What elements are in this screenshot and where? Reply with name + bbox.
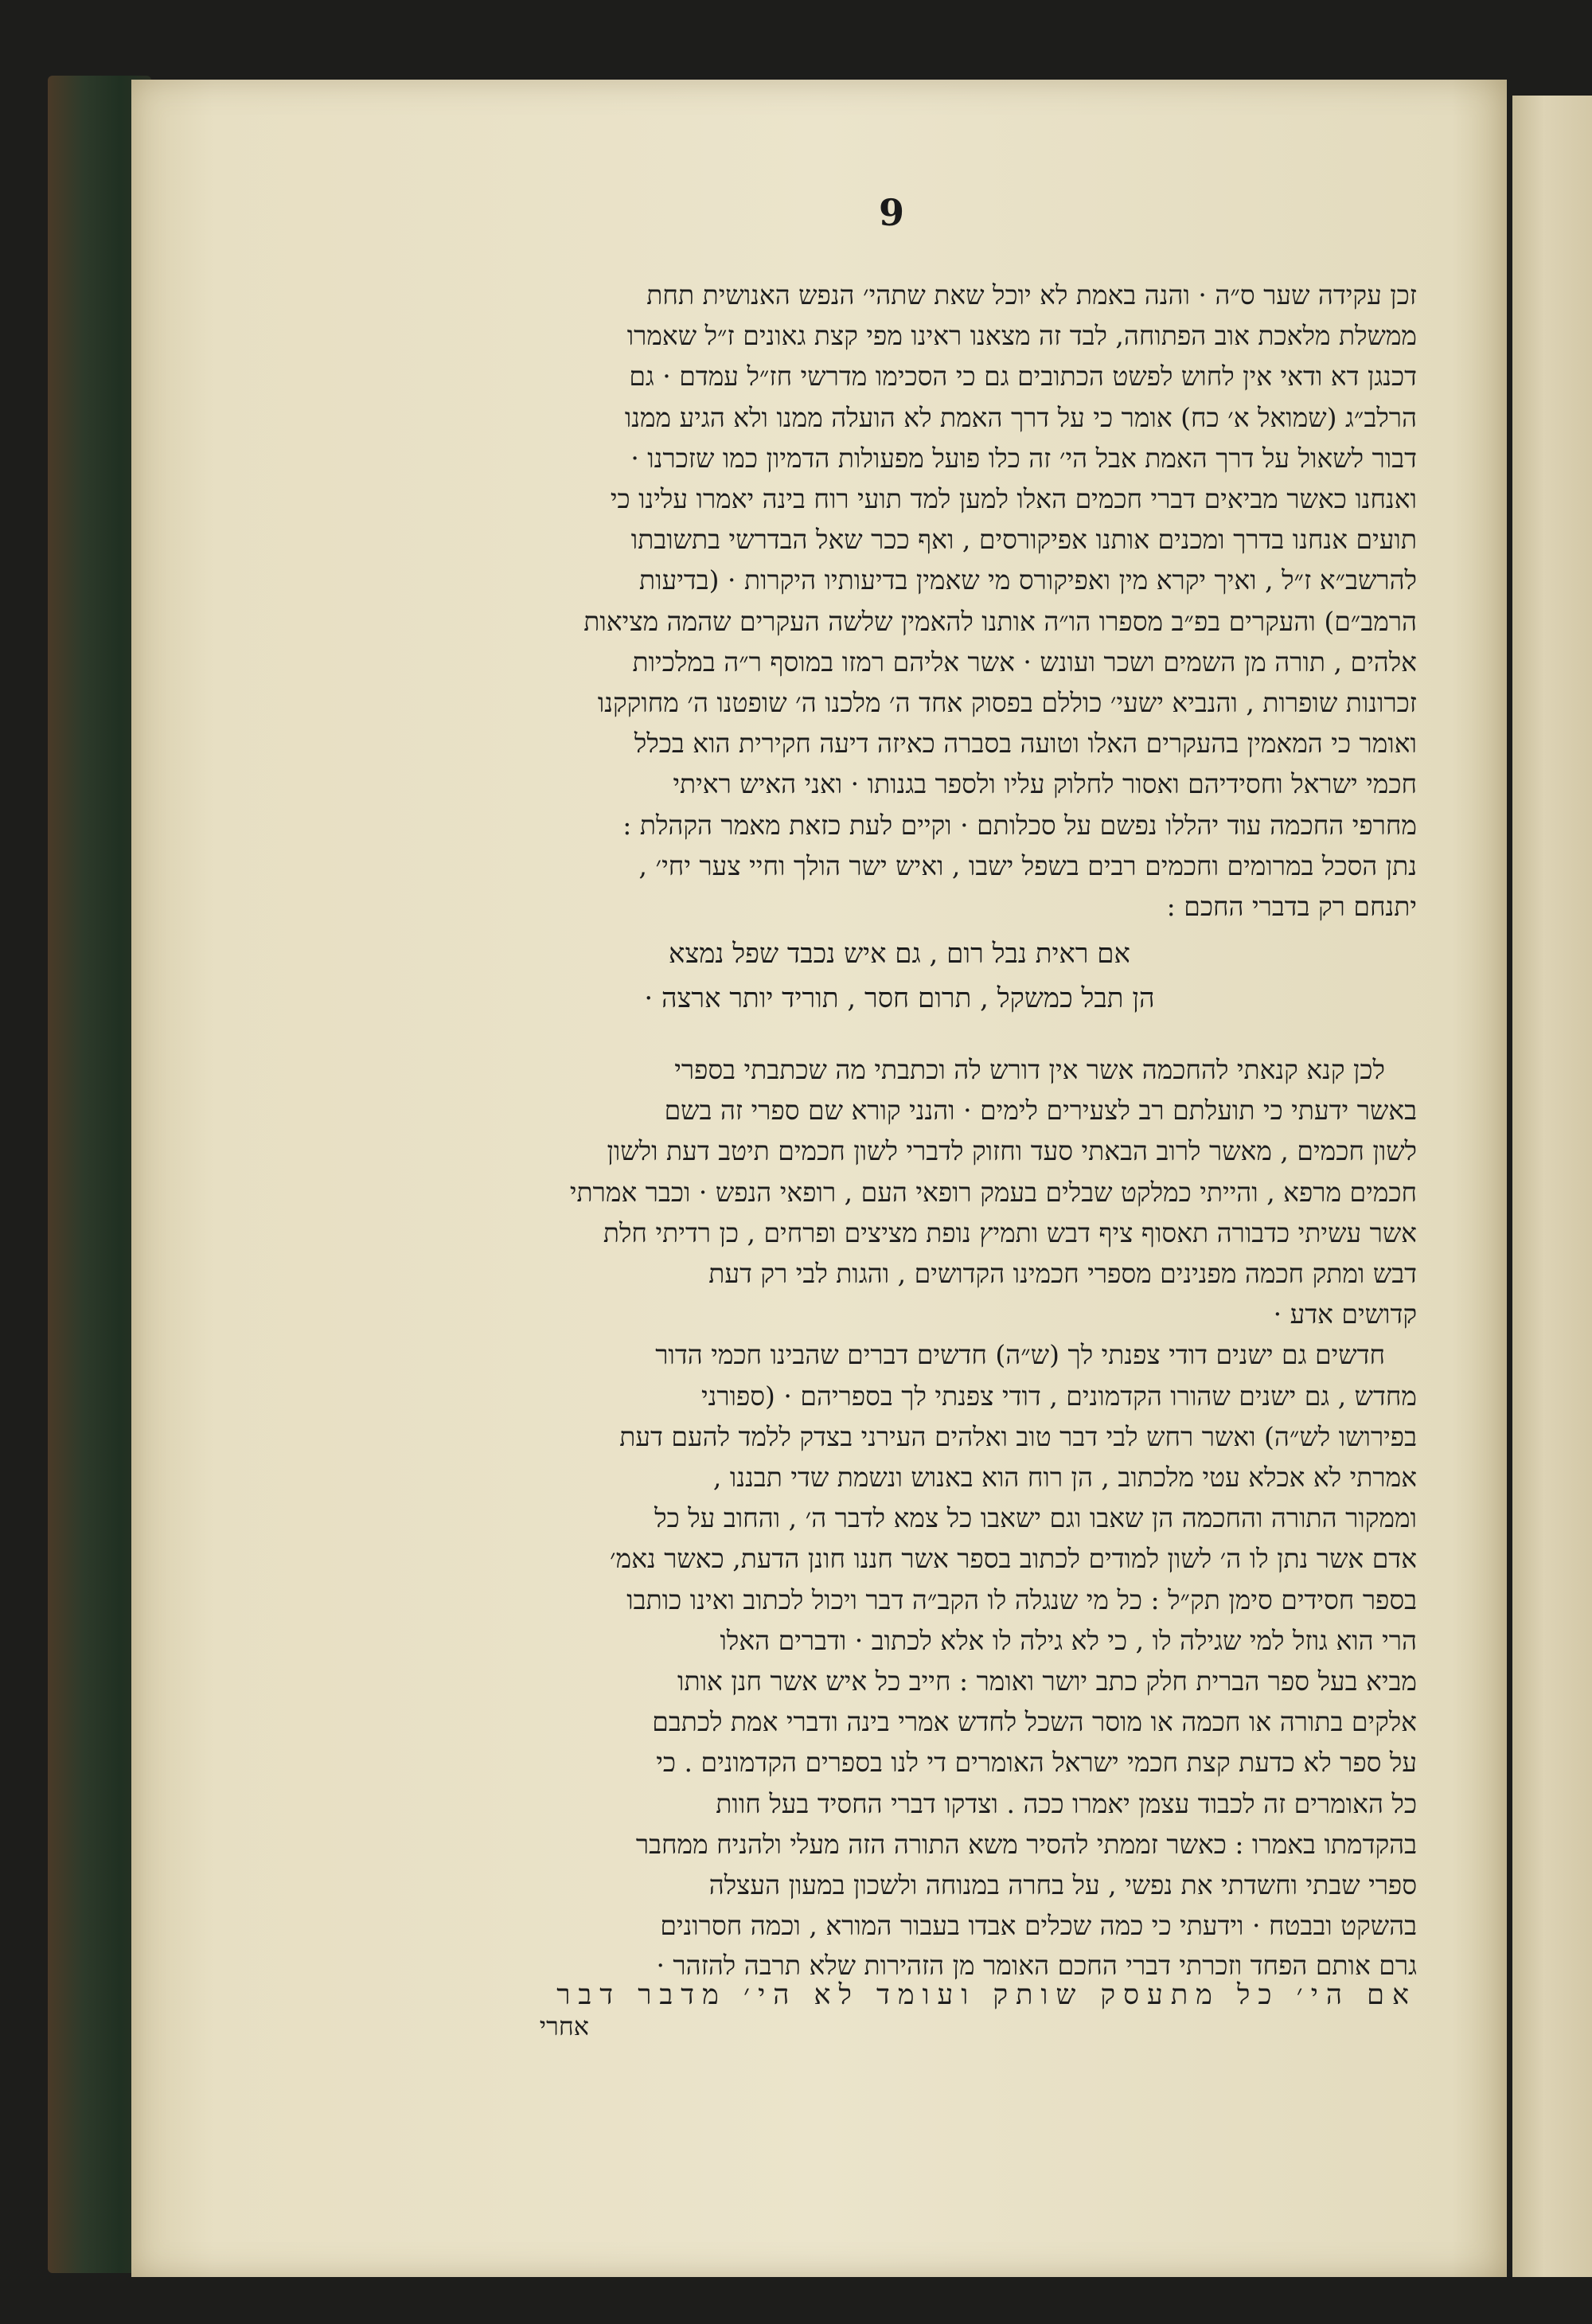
text-line: מחדש , גם ישנים שהורו הקדמונים , דודי צפנתי לך בספריהם · (ספורני	[700, 1380, 1417, 1412]
text-line: להרשב״א ז״ל , ואיך יקרא מין ואפיקורס מי שאמין בדיעותיו היקרות · (בדיעות	[639, 564, 1417, 596]
page-number: 9	[878, 191, 904, 234]
text-line: ואנחנו כאשר מביאים דברי חכמים האלו למען למד תועי רוח בינה יאמרו עלינו כי	[610, 483, 1417, 515]
catchword: אחרי	[539, 2011, 589, 2041]
text-line: בפירושו לש״ה) ואשר רחש לבי דבר טוב ואלהים העירני בצדק ללמד להעם דעת	[619, 1420, 1417, 1452]
text-line: יתנחם רק בדברי החכם :	[1166, 891, 1417, 923]
text-line: וממקור התורה והחכמה הן שאבו וגם ישאבו כל צמא לדבר ה׳ , והחוב על כל	[654, 1502, 1417, 1534]
text-line: ספרי שבתי וחשדתי את נפשי , על בחרה במנוחה ולשכון במעון העצלה	[708, 1869, 1417, 1901]
text-line: ואומר כי המאמין בהעקרים האלו וטועה בסברה כאיזה דיעה חקירית הוא בכלל	[634, 728, 1417, 760]
body-text-paragraph-2	[366, 1049, 1417, 1946]
text-line: אלקים בתורה או חכמה או מוסר השכל לחדש אמרי בינה ודברי אמת לכתבם	[652, 1706, 1417, 1738]
text-line: מחרפי החכמה עוד יהללו נפשם על סכלותם · וקיים לעת כזאת מאמר הקהלת :	[622, 809, 1417, 841]
text-line: דבש ומתק חכמה מפנינים מספרי חכמינו הקדושים , והגות לבי רק דעת	[708, 1258, 1417, 1290]
text-line: חכמי ישראל וחסידיהם ואסור לחלוק עליו ולספר בגנותו · ואני האיש ראיתי	[673, 768, 1417, 800]
text-line: אדם אשר נתן לו ה׳ לשון למודים לכתוב בספר אשר חננו חונן הדעת, כאשר נאמ׳	[610, 1543, 1417, 1575]
text-line: תועים אנחנו בדרך ומכנים אותנו אפיקורסים , ואף ככר שאל הבדרשי בתשובתו	[630, 524, 1417, 556]
text-line: לכן קנא קנאתי להחכמה אשר אין דורש לה וכתבתי מה שכתבתי בספרי	[674, 1054, 1385, 1085]
text-line: הרלב״ג (שמואל א׳ כח) אומר כי על דרך האמת לא הועלה ממנו ולא הגיע ממנו	[624, 401, 1417, 433]
text-line: בהשקט ובבטח · וידעתי כי כמה שכלים אבדו בעבור המורא , וכמה חסרונים	[660, 1910, 1417, 1942]
poem-line: אם ראית נבל רום , גם איש נכבד שפל נמצא	[669, 938, 1130, 970]
text-line: באשר ידעתי כי תועלתם רב לצעירים לימים · והנני קורא שם ספרי זה בשם	[664, 1095, 1417, 1127]
text-line: זכרונות שופרות , והנביא ישעי׳ כוללם בפסוק אחד ה׳ מלכנו ה׳ שופטנו ה׳ מחוקקנו	[597, 687, 1417, 719]
text-line: אשר עשיתי כדבורה תאסוף ציף דבש ותמיץ נופת מציצים ופרחים , כן רדיתי חלת	[603, 1217, 1417, 1248]
poem-line: הן תבל כמשקל , תרום חסר , תוריד יותר ארצה ·	[644, 982, 1155, 1014]
text-line-last-paragraph-line	[366, 1945, 1417, 1986]
text-line: נתן הסכל במרומים וחכמים רבים בשפל ישבו , ואיש ישר הולך וחיי צער יחי׳ ,	[638, 850, 1417, 881]
text-line: הרמב״ם) והעקרים בפ״ב מספרו הו״ה אותנו להאמין שלשה העקרים שהמה מציאות	[583, 605, 1417, 637]
next-page-edge	[1512, 96, 1592, 2277]
text-line: זכן עקידה שער ס״ה · והנה באמת לא יוכל שאת שתהי׳ הנפש האנושית תחת	[646, 279, 1417, 311]
text-line: בהקדמתו באמרו : כאשר זממתי להסיר משא התורה הזה מעלי ולהניח ממחבר	[635, 1828, 1417, 1860]
text-line: דבור לשאול על דרך האמת אבל הי׳ זה כלו פועל מפעולות הדמיון כמו שזכרנו ·	[630, 442, 1417, 474]
last-line: אם הי׳ כל מתעסק שותק ועומד לא הי׳ מדבר דבר	[556, 1979, 1417, 2011]
body-text-paragraph-1	[366, 275, 1417, 927]
text-line: מביא בעל ספר הברית חלק כתב יושר ואומר : חייב כל איש אשר חנן אותו	[677, 1666, 1417, 1697]
text-line: חדשים גם ישנים דודי צפנתי לך (ש״ה) חדשים דברים שהבינו חכמי הדור	[655, 1339, 1385, 1371]
poem-verse	[557, 932, 1242, 1021]
text-line: קדושים אדע ·	[1273, 1299, 1417, 1330]
text-line: גרם אותם הפחד וזכרתי דברי החכם האומר מן הזהירות שלא תרבה להזהר ·	[656, 1950, 1417, 1981]
text-line: חכמים מרפא , והייתי כמלקט שבלים בעמק רופאי העם , רופאי הנפש · וכבר אמרתי	[569, 1176, 1417, 1208]
text-line: דכנגן דא ודאי אין לחוש לפשט הכתובים גם כי הסכימו מדרשי חז״ל עמדם · גם	[629, 361, 1417, 393]
text-line: על ספר לא כדעת קצת חכמי ישראל האומרים די לנו בספרים הקדמונים . כי	[656, 1747, 1417, 1779]
text-line: לשון חכמים , מאשר לרוב הבאתי סעד וחזוק לדברי לשון חכמים תיטב דעת ולשון	[607, 1135, 1417, 1167]
text-line: הרי הוא גוזל למי שגילה לו , כי לא גילה לו אלא לכתוב · ודברים האלו	[720, 1624, 1417, 1656]
text-line: אמרתי לא אכלא עטי מלכתוב , הן רוח הוא באנוש ונשמת שדי תבננו ,	[712, 1462, 1417, 1494]
text-line: אלהים , תורה מן השמים ושכר ועונש · אשר אליהם רמזו במוסף ר״ה במלכיות	[632, 646, 1417, 678]
text-line: בספר חסידים סימן תק״ל : כל מי שנגלה לו הקב״ה דבר ויכול לכתוב ואינו כותבו	[626, 1584, 1417, 1615]
text-line: כל האומרים זה לכבוד עצמן יאמרו ככה . וצדקו דברי החסיד בעל חוות	[716, 1787, 1417, 1819]
text-line: ממשלת מלאכת אוב הפתוחה, לבד זה מצאנו ראינו מפי קצת גאונים ז״ל שאמרו	[626, 320, 1417, 352]
